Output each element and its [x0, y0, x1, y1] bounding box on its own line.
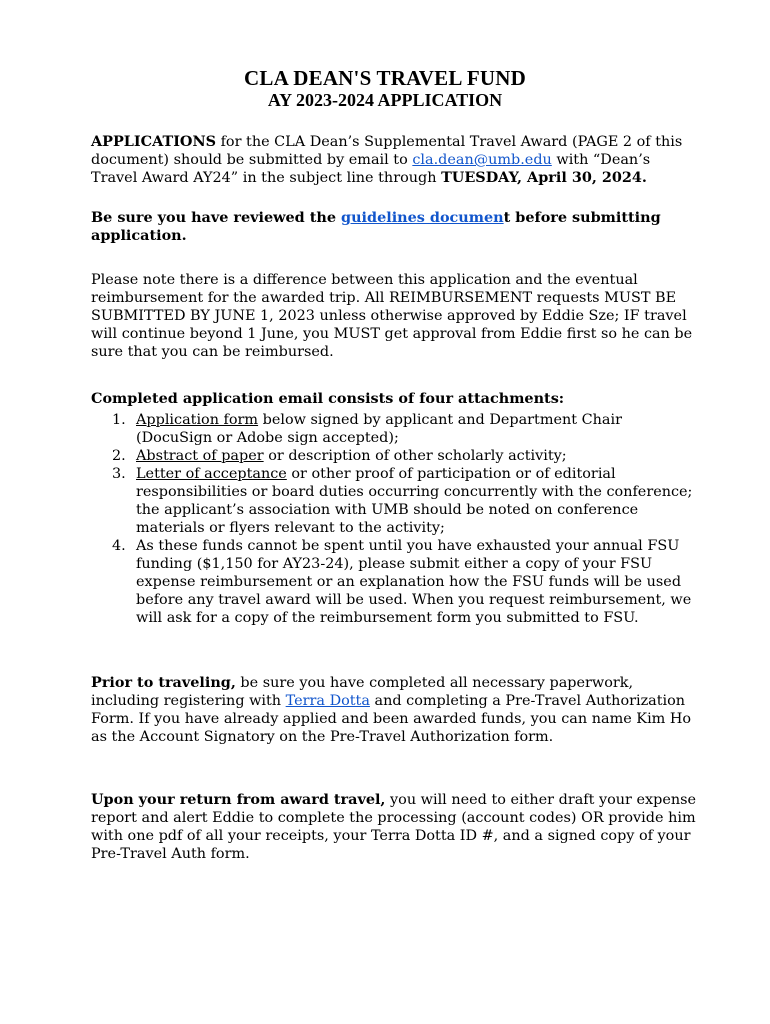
list-item [91, 537, 701, 627]
return-paragraph [91, 791, 701, 863]
intro-text-2: with “Dean’s Travel Award AY24” in the subject line through [91, 152, 651, 186]
intro-paragraph [91, 133, 701, 187]
prior-text-1: be sure you have completed all necessary paperwork, including registering with [91, 675, 634, 709]
list-item-text: or description of other scholarly activity; [263, 448, 567, 464]
attachments-heading: Completed application email consists of four attachments: [91, 390, 565, 407]
list-item-underlined: Application form [136, 412, 259, 428]
intro-lead: APPLICATIONS [91, 133, 217, 150]
guidelines-link[interactable]: guidelines documen [341, 209, 504, 226]
return-text: you will need to either draft your expense report and alert Eddie to complete the processing (account codes) OR provide him with one pdf of all your receipts, your Terra Dotta ID #, and a signed copy of your Pre-Travel Auth form. [91, 792, 697, 862]
document-title: CLA DEAN'S TRAVEL FUND [244, 66, 526, 90]
prior-text-2: and completing a Pre-Travel Authorization Form. If you have already applied and been awarded funds, you can name Kim Ho as the Account Signatory on the Pre-Travel Authorization form. [91, 693, 692, 745]
deadline-text: TUESDAY, April 30, 2024. [441, 169, 647, 186]
list-number: 2. [112, 448, 126, 464]
review-paragraph [91, 209, 701, 245]
attachments-list [91, 411, 701, 627]
intro-text-1: for the CLA Dean’s Supplemental Travel Award (PAGE 2 of this document) should be submitted by email to [91, 134, 683, 168]
document-subtitle: AY 2023-2024 APPLICATION [267, 90, 503, 110]
review-text-2: t before submitting application. [91, 209, 661, 244]
list-item [91, 411, 701, 447]
list-item-underlined: Abstract of paper [136, 448, 264, 464]
list-number: 4. [112, 538, 126, 554]
list-item-underlined: Letter of acceptance [136, 466, 287, 482]
review-text-1: Be sure you have reviewed the [91, 209, 342, 226]
prior-paragraph [91, 674, 701, 746]
terra-dotta-link[interactable]: Terra Dotta [285, 693, 370, 709]
note-paragraph: Please note there is a difference between this application and the eventual reimbursement for the awarded trip. All REIMBURSEMENT requests MUST BE SUBMITTED BY JUNE 1, 2023 unless otherwise approved by Eddie Sze; IF travel will continue beyond 1 June, you MUST get approval from Eddie first so he can be sure that you can be reimbursed. [91, 272, 693, 360]
list-item [91, 447, 701, 465]
return-lead: Upon your return from award travel, [91, 791, 386, 808]
list-item-text: below signed by applicant and Department Chair (DocuSign or Adobe sign accepted); [136, 412, 622, 446]
list-item-text: or other proof of participation or of editorial responsibilities or board duties occurring concurrently with the conference; the applicant’s association with UMB should be noted on conference materials or flyers relevant to the activity; [136, 466, 693, 536]
list-number: 1. [112, 412, 126, 428]
list-item [91, 465, 701, 537]
list-item-text: As these funds cannot be spent until you have exhausted your annual FSU funding ($1,150 for AY23-24), please submit either a copy of your FSU expense reimbursement or an explanation how the FSU funds will be used before any travel award will be used. When you request reimbursement, we will ask for a copy of the reimbursement form you submitted to FSU. [136, 538, 692, 626]
attachments-section [91, 390, 701, 627]
list-number: 3. [112, 466, 126, 482]
prior-lead: Prior to traveling, [91, 674, 236, 691]
email-link[interactable]: cla.dean@umb.edu [412, 152, 552, 168]
